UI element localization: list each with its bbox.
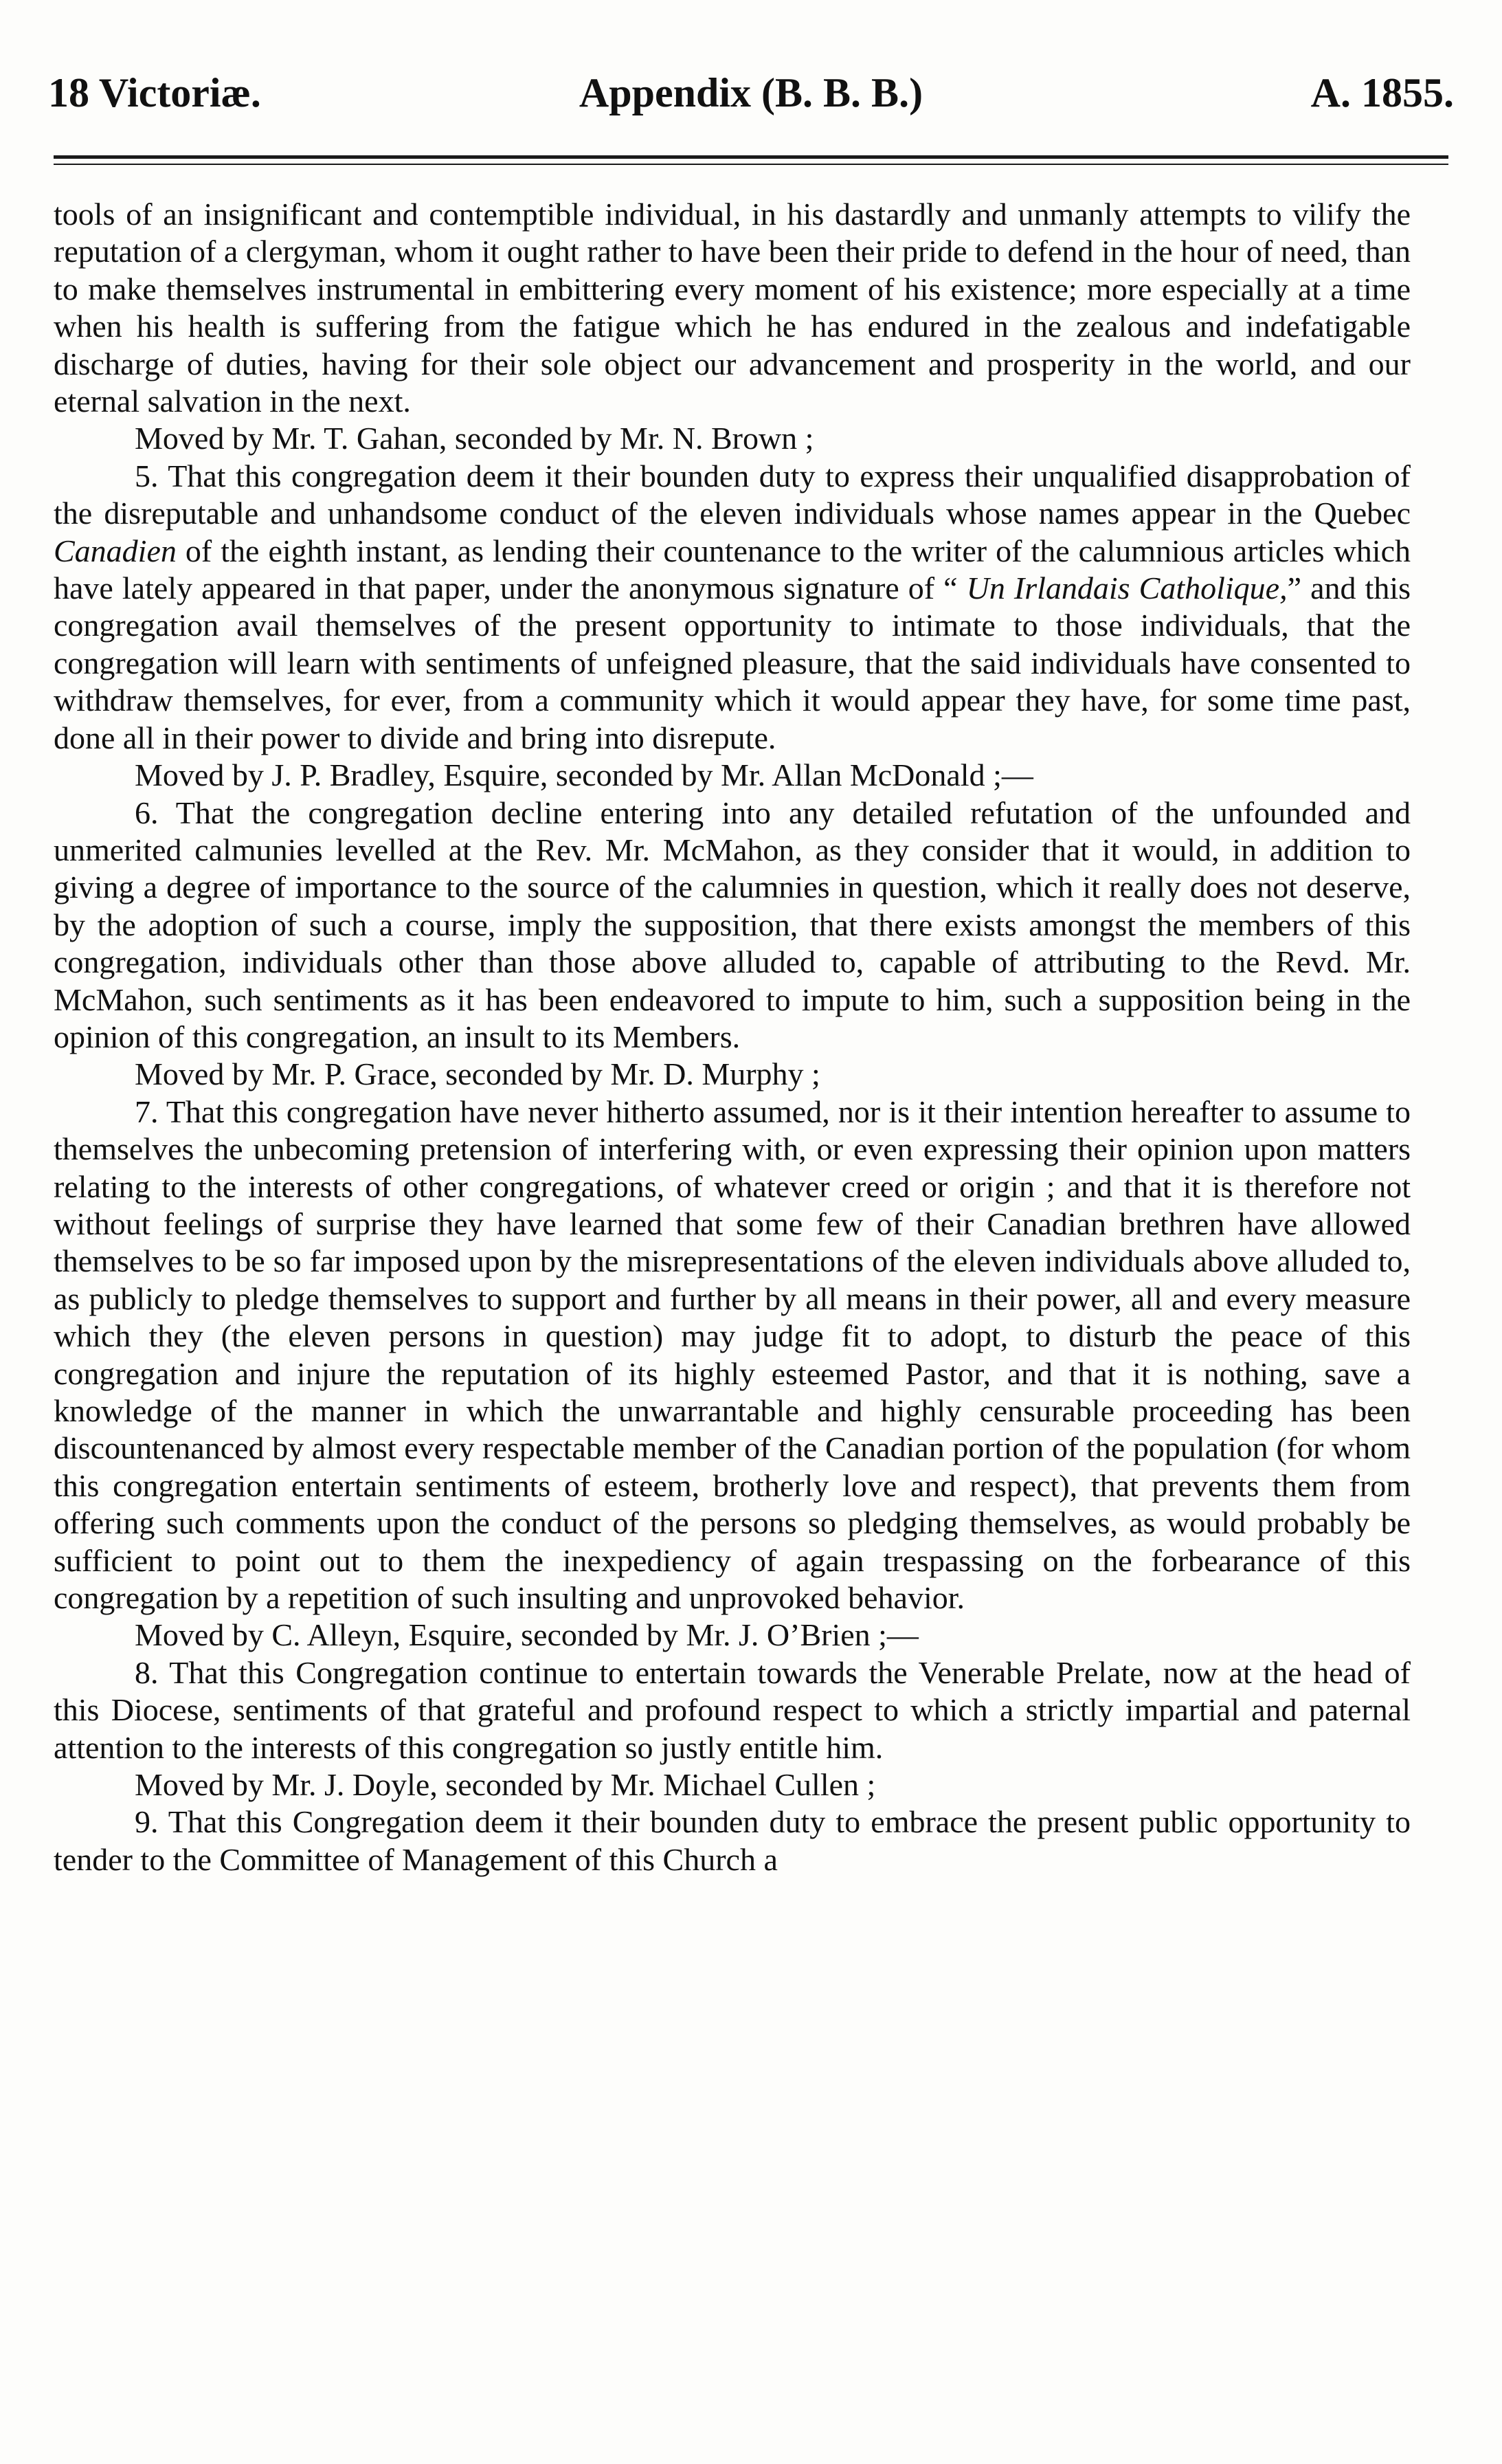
- header-year: A. 1855.: [1310, 70, 1454, 115]
- resolution-6: 6. That the congregation decline entering into any detailed refutation of the unfounded and unmerited calmunies levelled at the Rev. Mr. McMahon, as they consider that it would, in addition to giving a degree of importance to the source of the calumnies in question, which it really does not deserve, by the adoption of such a course, imply the supposition, that there exists amongst the members of this congregation, individuals other than those above alluded to, capable of attributing to the Revd. Mr. McMahon, such sentiments as it has been endeavored to impute to him, such a supposition being in the opinion of this congregation, an insult to its Members.: [54, 795, 1411, 1054]
- resolution-7: 7. That this congregation have never hitherto assumed, nor is it their intention hereafter to assume to themselves the unbecoming pretension of interfering with, or even expressing their opinion upon matters relating to the interests of other congregations, of whatever creed or origin ; and that it is therefore not without feelings of surprise they have learned that some few of their Canadian brethren have allowed themselves to be so far imposed upon by the misrepresentations of the eleven individuals above alluded to, as publicly to pledge themselves to support and further by all means in their power, all and every measure which they (the eleven persons in question) may judge fit to adopt, to disturb the peace of this congregation and injure the reputation of its highly esteemed Pastor, and that it is nothing, save a knowledge of the manner in which the unwarrantable and highly censurable proceeding has been discountenanced by almost every respectable member of the Canadian portion of the population (for whom this congregation entertain sentiments of esteem, brotherly love and respect), that prevents them from offering such comments upon the conduct of the persons so pledging themselves, as would probably be sufficient to point out to them the inexpediency of again trespassing on the forbearance of this congregation by a repetition of such insulting and unprovoked behavior.: [54, 1094, 1411, 1616]
- header-session: 18 Victoriæ.: [48, 70, 261, 115]
- document-body: [54, 196, 1411, 1878]
- resolution-8: 8. That this Congregation continue to entertain towards the Venerable Prelate, now at the head of this Diocese, sentiments of that grateful and profound respect to which a strictly impartial and paternal attention to the interests of this congregation so justly entitle him.: [54, 1654, 1411, 1765]
- header-appendix: Appendix (B. B. B.): [579, 70, 923, 115]
- running-head: [48, 65, 1454, 120]
- resolution-5-newspaper-title: Canadien: [54, 533, 177, 568]
- header-rule-thick: [54, 155, 1448, 159]
- resolution-5-text-b: of the eighth instant, as lending their countenance to the writer of the calumnious articles which have lately appeared in that paper, under the anonymous signature of “: [54, 533, 1411, 606]
- mover-line-8: Moved by Mr. J. Doyle, seconded by Mr. Michael Cullen ;: [135, 1767, 876, 1803]
- mover-line-7: Moved by C. Alleyn, Esquire, seconded by Mr. J. O’Brien ;—: [135, 1617, 919, 1653]
- resolution-5-text-c: ” and this congregation avail themselves of the present opportunity to intimate to those individuals, that the congregation will learn with sentiments of unfeigned pleasure, that the said individuals have consented to withdraw themselves, for ever, from a community which it would appear they have, for some time past, done all in their power to divide and bring into disrepute.: [54, 570, 1411, 755]
- resolution-5-pseudonym: Un Irlandais Catholique,: [966, 570, 1288, 606]
- mover-line-6: Moved by Mr. P. Grace, seconded by Mr. D. Murphy ;: [135, 1056, 820, 1092]
- mover-line-5: Moved by J. P. Bradley, Esquire, seconded by Mr. Allan McDonald ;—: [135, 757, 1033, 793]
- resolution-5-text-a: 5. That this congregation deem it their bounden duty to express their unqualified disapprobation of the disreputable and unhandsome conduct of the eleven individuals whose names appear in the Quebec: [54, 458, 1411, 531]
- resolution-5: [54, 458, 1411, 757]
- mover-line-4: Moved by Mr. T. Gahan, seconded by Mr. N. Brown ;: [135, 421, 814, 456]
- paragraph-continuation: tools of an insignificant and contemptible individual, in his dastardly and unmanly attempts to vilify the reputation of a clergyman, whom it ought rather to have been their pride to defend in the hour of need, than to make themselves instrumental in embittering every moment of his existence; more especially at a time when his health is suffering from the fatigue which he has endured in the zealous and indefatigable discharge of duties, having for their sole object our advancement and prosperity in the world, and our eternal salvation in the next.: [54, 197, 1411, 419]
- resolution-9: 9. That this Congregation deem it their bounden duty to embrace the present public opportunity to tender to the Committee of Management of this Church a: [54, 1804, 1411, 1877]
- header-rule-thin: [54, 164, 1448, 165]
